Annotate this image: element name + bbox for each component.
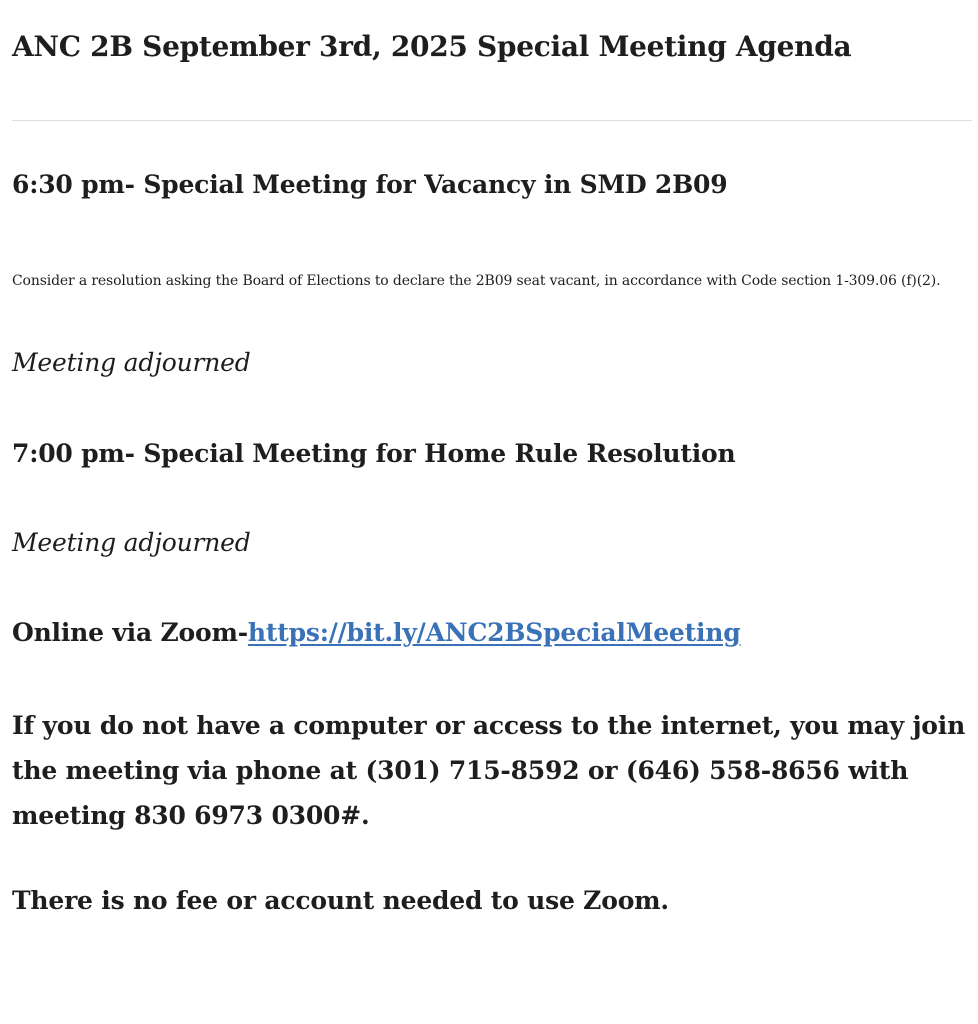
zoom-line [12,618,741,647]
meeting-adjourned-1: Meeting adjourned [12,348,251,377]
meeting-adjourned-2: Meeting adjourned [12,528,251,557]
page-title: ANC 2B September 3rd, 2025 Special Meeting Agenda [12,30,852,63]
section-heading-vacancy: 6:30 pm- Special Meeting for Vacancy in SMD 2B09 [12,170,728,199]
no-fee-note: There is no fee or account needed to use Zoom. [12,886,669,915]
zoom-meeting-link[interactable]: https://bit.ly/ANC2BSpecialMeeting [247,618,741,647]
vacancy-resolution-text: Consider a resolution asking the Board of Elections to declare the 2B09 seat vacant, in accordance with Code section 1-309.06 (f)(2). [12,273,941,289]
title-divider [12,120,972,121]
zoom-label: Online via Zoom- [12,618,248,647]
section-heading-home-rule: 7:00 pm- Special Meeting for Home Rule Resolution [12,439,736,468]
phone-info: If you do not have a computer or access to the internet, you may join the meeting via phone at (301) 715-8592 or (646) 558-8656 with meeting 830 6973 0300#. [12,711,966,830]
